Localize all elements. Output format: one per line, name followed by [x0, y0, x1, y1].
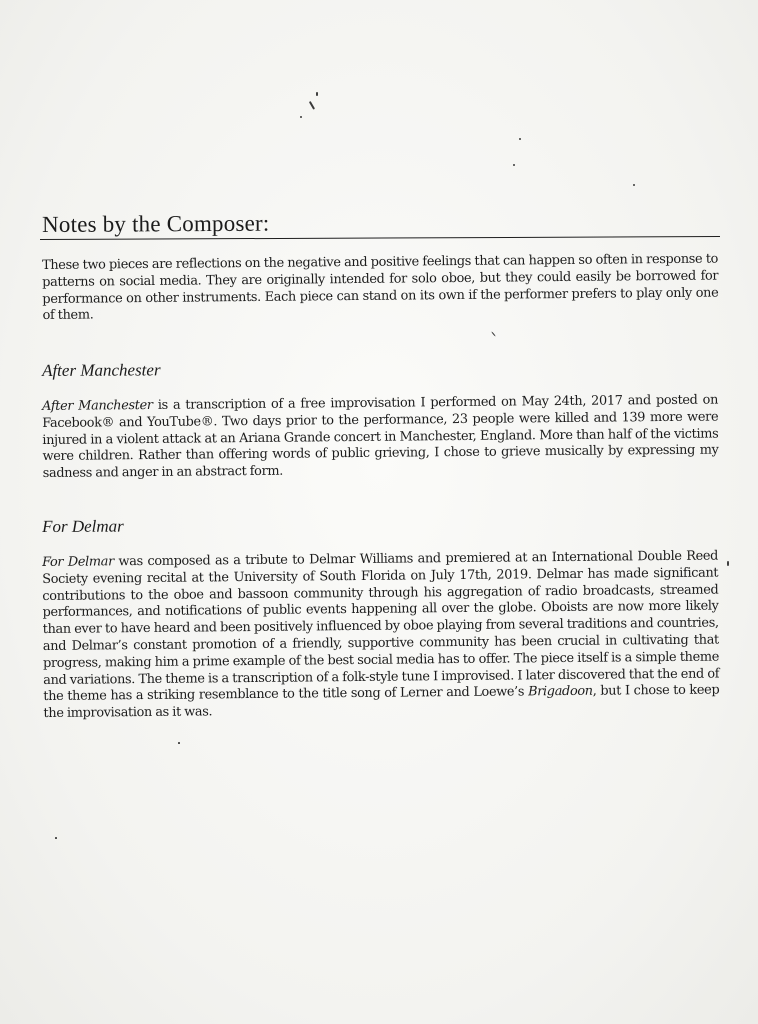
- after-manchester-paragraph: [42, 393, 719, 483]
- piece-title-ref: For Delmar: [42, 554, 114, 570]
- piece-title-ref: After Manchester: [42, 397, 153, 414]
- paragraph-text-tail: , but I chose to keep the improvisation as it was.: [43, 682, 720, 722]
- scan-speck: [309, 101, 315, 110]
- intro-paragraph: These two pieces are reflections on the negative and positive feelings that can happen so often in response to patterns on social media. They are originally intended for solo oboe, but they could easily be borrowed for performance on other instruments. Each piece can stand on its own if the performer prefers to play only one of them.: [42, 251, 719, 324]
- scan-speck: [727, 561, 729, 566]
- scan-speck: [316, 92, 318, 96]
- scan-speck: [513, 164, 515, 166]
- scan-speck: [178, 742, 180, 744]
- paragraph-text: was composed as a tribute to Delmar Williams and premiered at an International Double Reed Society evening recital at the University of South Florida on July 17th, 2019. Delmar has made significant contributions to the oboe and bassoon community through his aggregation of radio broadcasts, streamed performances, and notifications of public events happening all over the globe. Oboists are now more likely than ever to have heard and been positively influenced by oboe playing from several traditions and countries, and Delmar’s constant promotion of a friendly, supportive community has been crucial in cultivating that progress, making him a prime example of the best social media has to offer. The piece itself is a simple theme and variations. The theme is a transcription of a folk-style tune I improvised. I later discovered that the end of the theme has a striking resemblance to the title song of Lerner and Loewe’s: [42, 548, 720, 705]
- scan-speck: [491, 331, 496, 336]
- paragraph-text: is a transcription of a free improvisation I performed on May 24th, 2017 and posted on Facebook® and YouTube®. Two days prior to the performance, 23 people were killed and 139 more were injured in a violent attack at an Ariana Grande concert in Manchester, England. More than half of the victims were children. Rather than offering words of public grieving, I chose to grieve musically by expressing my sadness and anger in an abstract form.: [42, 392, 719, 482]
- section-heading-after-manchester: After Manchester: [42, 360, 161, 380]
- for-delmar-paragraph: [42, 549, 720, 723]
- scan-speck: [633, 184, 635, 186]
- scan-speck: [519, 138, 521, 140]
- page-title: Notes by the Composer:: [42, 210, 270, 237]
- section-heading-for-delmar: For Delmar: [42, 516, 124, 536]
- musical-title-ref: Brigadoon: [528, 684, 593, 700]
- scan-speck: [55, 837, 57, 839]
- scan-speck: [300, 116, 302, 118]
